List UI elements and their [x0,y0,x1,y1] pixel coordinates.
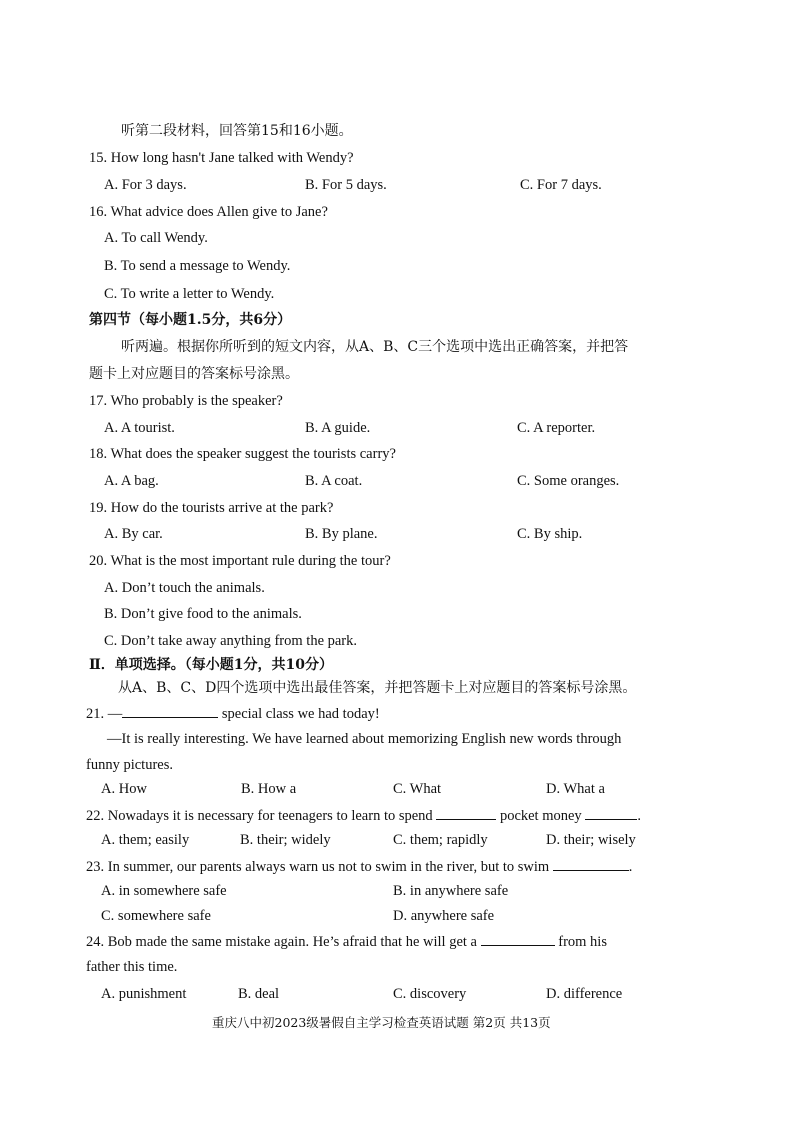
question-15-option-b: B. For 5 days. [305,177,387,193]
question-21-reply-line1: —It is really interesting. We have learned about memorizing English new words through [107,731,622,747]
answer-blank [585,806,637,820]
question-20-stem: 20. What is the most important rule during the tour? [89,553,391,569]
part4-instruction-line1: 听两遍。根据你所听到的短文内容，从A、B、C三个选项中选出正确答案，并把答 [121,339,629,355]
question-21-text: special class we had today! [221,706,380,722]
question-17-option-a: A. A tourist. [104,420,175,436]
question-17-stem: 17. Who probably is the speaker? [89,393,283,409]
answer-blank [122,704,218,718]
question-18-option-b: B. A coat. [305,473,363,489]
question-20-option-a: A. Don’t touch the animals. [104,580,265,596]
question-17-option-b: B. A guide. [305,420,371,436]
question-22-stem [86,806,641,825]
question-21-reply-line2: funny pictures. [86,757,173,773]
section-title-single-choice: Ⅱ．单项选择。（每小题1分，共10分） [89,657,334,673]
question-23-option-a: A. in somewhere safe [101,883,227,899]
question-24-line2: father this time. [86,959,178,975]
question-24-text-part1: 24. Bob made the same mistake again. He’s afraid that he will get a [86,934,477,950]
question-23-stem [86,857,632,876]
question-22-option-b: B. their; widely [240,832,331,848]
question-24-option-d: D. difference [546,986,623,1002]
question-22-text-part3: . [637,808,641,824]
question-24-stem [86,932,607,951]
question-21-option-b: B. How a [241,781,297,797]
question-19-option-b: B. By plane. [305,526,378,542]
section-title-part4: 第四节（每小题1.5分，共6分） [89,312,292,328]
question-16-option-b: B. To send a message to Wendy. [104,258,291,274]
page-footer: 重庆八中初2023级暑假自主学习检查英语试题 第2页 共13页 [212,1015,551,1030]
question-18-option-c: C. Some oranges. [517,473,620,489]
question-15-option-c: C. For 7 days. [520,177,602,193]
question-22-option-c: C. them; rapidly [393,832,488,848]
question-20-option-b: B. Don’t give food to the animals. [104,606,302,622]
question-22-option-d: D. their; wisely [546,832,636,848]
question-19-option-a: A. By car. [104,526,163,542]
question-19-option-c: C. By ship. [517,526,583,542]
question-21-option-c: C. What [393,781,442,797]
question-24-option-b: B. deal [238,986,280,1002]
question-17-option-c: C. A reporter. [517,420,596,436]
question-22-text-part1: 22. Nowadays it is necessary for teenagers to learn to spend [86,808,433,824]
question-21-option-d: D. What a [546,781,605,797]
question-21-option-a: A. How [101,781,147,797]
passage-instruction: 听第二段材料，回答第15和16小题。 [121,123,353,139]
single-choice-instruction: 从A、B、C、D四个选项中选出最佳答案，并把答题卡上对应题目的答案标号涂黑。 [118,680,637,696]
question-15-option-a: A. For 3 days. [104,177,187,193]
question-16-option-c: C. To write a letter to Wendy. [104,286,275,302]
question-23-text-part1: 23. In summer, our parents always warn us not to swim in the river, but to swim [86,859,550,875]
answer-blank [436,806,496,820]
question-16-stem: 16. What advice does Allen give to Jane? [89,204,328,220]
answer-blank [481,932,555,946]
question-19-stem: 19. How do the tourists arrive at the park? [89,500,334,516]
question-15-stem: 15. How long hasn't Jane talked with Wendy? [89,150,354,166]
question-24-option-c: C. discovery [393,986,467,1002]
question-21-prefix: 21. — [86,706,123,722]
question-23-option-d: D. anywhere safe [393,908,495,924]
question-24-option-a: A. punishment [101,986,187,1002]
question-24-text-part2: from his [558,934,607,950]
question-23-text-part2: . [628,859,633,875]
question-18-stem: 18. What does the speaker suggest the tourists carry? [89,446,396,462]
question-20-option-c: C. Don’t take away anything from the park. [104,633,358,649]
part4-instruction-line2: 题卡上对应题目的答案标号涂黑。 [89,366,299,382]
question-21-stem [86,704,380,723]
question-22-option-a: A. them; easily [101,832,190,848]
question-22-text-part2: pocket money [499,808,582,824]
answer-blank [553,857,629,871]
question-23-option-b: B. in anywhere safe [393,883,509,899]
question-23-option-c: C. somewhere safe [101,908,211,924]
question-16-option-a: A. To call Wendy. [104,230,208,246]
question-18-option-a: A. A bag. [104,473,159,489]
